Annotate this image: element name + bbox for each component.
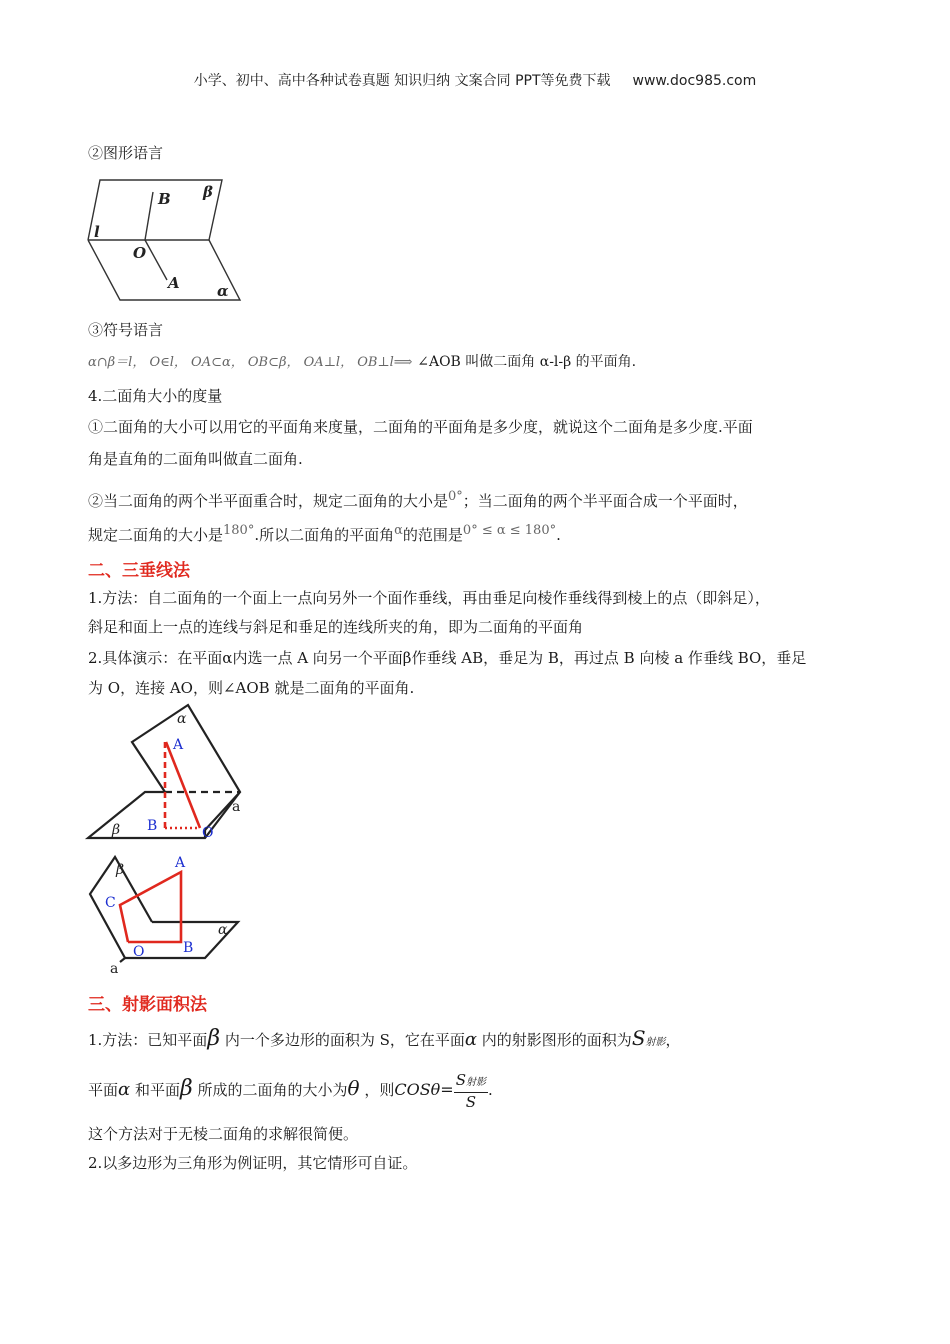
p3-fraction	[454, 1071, 488, 1111]
edge-a	[120, 958, 125, 962]
label-o: O	[133, 244, 147, 262]
segment-oa	[145, 240, 167, 280]
p2-range: 0° ≤ α ≤ 180°	[462, 523, 557, 538]
p3-text-b: 内一个多边形的面积为 S，它在平面	[224, 1031, 465, 1049]
p2-end: .	[556, 526, 561, 544]
p2-text-b: ；当二面角的两个半平面合成一个平面时，	[462, 492, 748, 510]
symbol-result: ∠AOB 叫做二面角 α-l-β 的平面角.	[417, 354, 637, 370]
p3-text-d: ，	[665, 1031, 681, 1049]
label-b: B	[158, 190, 171, 208]
p3-end: .	[487, 1081, 493, 1099]
p3-alpha: α	[464, 1029, 478, 1050]
label-a-edge: a	[110, 961, 119, 977]
p3-alpha-2: α	[118, 1079, 131, 1100]
label-a: A	[175, 855, 186, 871]
label-beta: β	[112, 822, 121, 838]
part3-line1	[88, 1027, 681, 1054]
label-a: A	[168, 274, 180, 292]
p3-s: S	[631, 1026, 646, 1050]
section4-p2-line1	[88, 486, 748, 512]
part3-heading: 三、射影面积法	[88, 995, 207, 1015]
symbol-line	[88, 350, 636, 374]
p3-and-plane: 和平面	[134, 1081, 180, 1099]
p2-text-c: 规定二面角的大小是	[88, 526, 224, 544]
label-a: A	[173, 737, 184, 753]
p3-frac-den: S	[465, 1093, 476, 1111]
label-alpha: α	[217, 282, 229, 300]
symbol-formula: α∩β＝l， O∈l， OA⊂α， OB⊂β， OA⊥l， OB⊥l⟹	[88, 355, 413, 370]
p3-text-angle: 所成的二面角的大小为	[197, 1081, 348, 1099]
p3-s-sub: 射影	[645, 1037, 666, 1048]
three-perpendicular-figure-2	[80, 850, 260, 980]
label-beta: β	[203, 183, 213, 201]
p3-beta-2: β	[179, 1076, 193, 1101]
section4-title: 4.二面角大小的度量	[88, 387, 223, 405]
part2-line4: 为 O，连接 AO，则∠AOB 就是二面角的平面角.	[88, 679, 415, 697]
part3-line3: 这个方法对于无棱二面角的求解很简便。	[88, 1125, 359, 1143]
part2-heading: 二、三垂线法	[88, 561, 190, 581]
label-o: O	[133, 944, 145, 960]
header-url: www.doc985.com	[632, 73, 757, 89]
p2-text-a: ②当二面角的两个半平面重合时，规定二面角的大小是	[88, 492, 449, 510]
label-beta: β	[116, 862, 125, 878]
part2-line3: 2.具体演示：在平面α内选一点 A 向另一个平面β作垂线 AB，垂足为 B，再过点 B 向棱 a 作垂线 BO，垂足	[88, 649, 807, 667]
p3-then: ，则	[364, 1081, 395, 1099]
part2-line1: 1.方法：自二面角的一个面上一点向另外一个面作垂线，再由垂足向棱作垂线得到棱上的点（即斜足），	[88, 589, 770, 607]
p3-theta: θ	[347, 1076, 360, 1100]
section4-p1-line2: 角是直角的二面角叫做直二面角.	[88, 450, 303, 468]
p3-frac-s: S	[455, 1071, 466, 1089]
p3-beta: β	[207, 1026, 221, 1051]
section-graphic-label: ②图形语言	[88, 144, 164, 162]
label-alpha: α	[177, 711, 187, 727]
page-header	[0, 70, 950, 90]
p2-text-e: 的范围是	[402, 526, 463, 544]
segment-ob	[145, 192, 153, 240]
p3-frac-num	[454, 1071, 488, 1093]
label-o: O	[202, 825, 214, 841]
label-c: C	[105, 895, 116, 911]
part2-line2: 斜足和面上一点的连线与斜足和垂足的连线所夹的角，即为二面角的平面角	[88, 618, 584, 636]
part3-line4: 2.以多边形为三角形为例证明，其它情形可自证。	[88, 1154, 418, 1172]
p2-text-d: .所以二面角的平面角	[254, 526, 395, 544]
part3-line2	[88, 1068, 493, 1111]
label-alpha: α	[218, 922, 228, 938]
section4-p1-line1: ①二面角的大小可以用它的平面角来度量，二面角的平面角是多少度，就说这个二面角是多少度.平面	[88, 418, 753, 436]
label-b: B	[147, 818, 158, 834]
label-a-edge: a	[232, 799, 241, 815]
p2-180: 180°	[223, 523, 255, 538]
beta-plane	[88, 180, 222, 240]
p3-cos: COSθ=	[394, 1080, 454, 1099]
p2-zero: 0°	[448, 489, 463, 504]
three-perpendicular-figure-1	[80, 700, 260, 845]
p2-alpha: α	[394, 523, 403, 538]
p3-text-c: 内的射影图形的面积为	[481, 1031, 632, 1049]
section4-p2-line2	[88, 520, 561, 546]
p3-text-a: 1.方法：已知平面	[88, 1031, 208, 1049]
p3-frac-sub: 射影	[465, 1077, 486, 1088]
label-b: B	[183, 940, 194, 956]
header-text: 小学、初中、高中各种试卷真题 知识归纳 文案合同 PPT等免费下载	[193, 73, 611, 89]
segment-ao	[166, 742, 200, 828]
dihedral-figure	[85, 172, 250, 307]
section-symbol-label: ③符号语言	[88, 321, 164, 339]
label-l: l	[94, 223, 100, 241]
p3-plane: 平面	[88, 1081, 119, 1099]
